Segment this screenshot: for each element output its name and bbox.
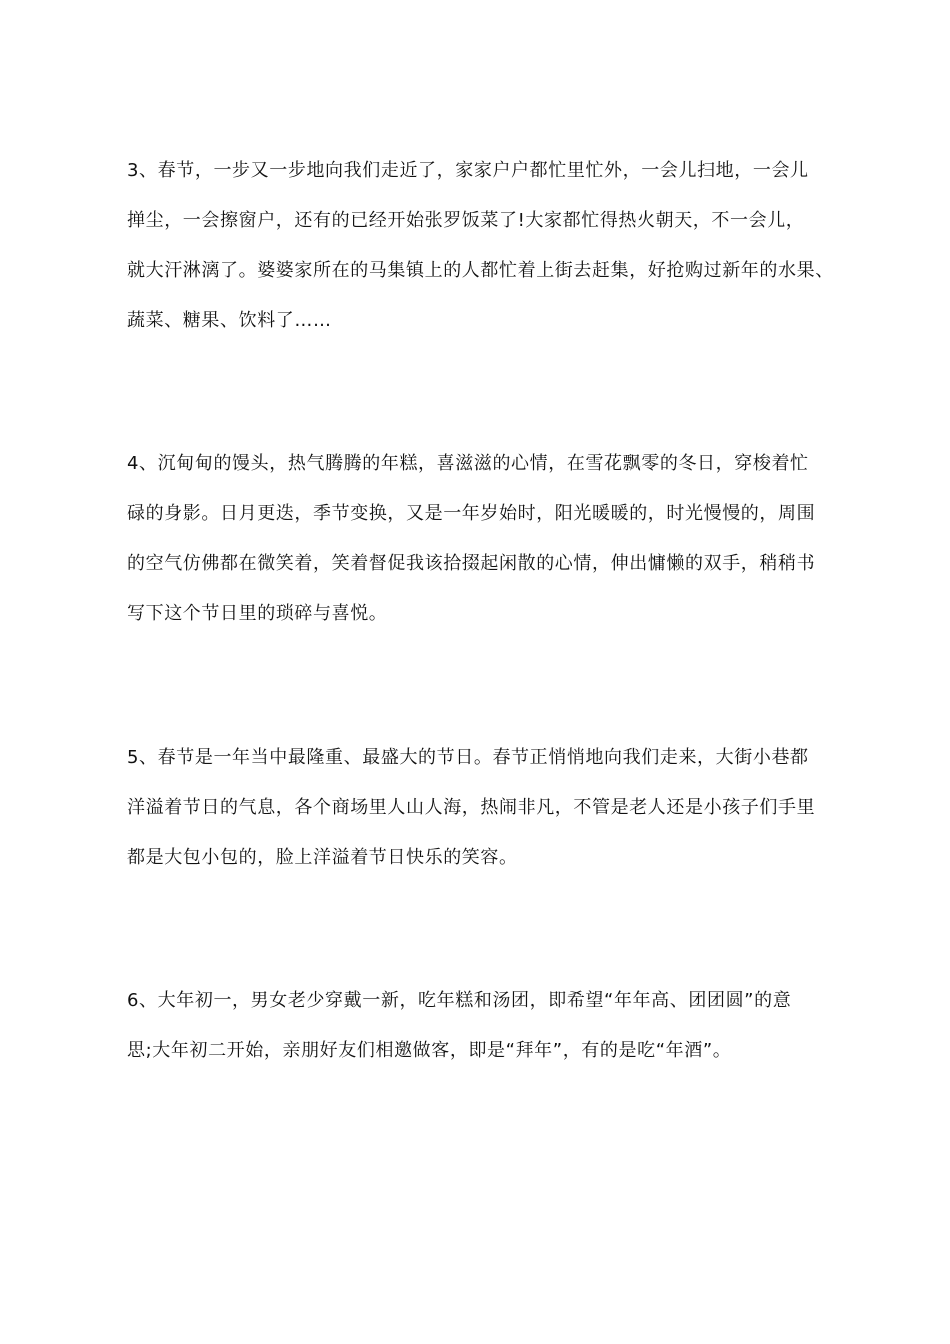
text-line: 都是大包小包的，脸上洋溢着节日快乐的笑容。 [127, 847, 518, 868]
text-line: 碌的身影。日月更迭，季节变换，又是一年岁始时，阳光暖暖的，时光慢慢的，周围 [127, 503, 816, 524]
text-line: 就大汗淋漓了。婆婆家所在的马集镇上的人都忙着上街去赶集，好抢购过新年的水果、 [127, 260, 834, 281]
paragraph-4 [127, 439, 841, 639]
text-line: 5、春节是一年当中最隆重、最盛大的节日。春节正悄悄地向我们走来，大街小巷都 [127, 747, 809, 768]
text-line: 6、大年初一，男女老少穿戴一新，吃年糕和汤团，即希望“年年高、团团圆”的意 [127, 990, 792, 1011]
paragraph-5 [127, 733, 841, 883]
text-line: 写下这个节日里的琐碎与喜悦。 [127, 603, 388, 624]
text-line: 思;大年初二开始，亲朋好友们相邀做客，即是“拜年”，有的是吃“年酒”。 [127, 1040, 732, 1061]
text-line: 洋溢着节日的气息，各个商场里人山人海，热闹非凡，不管是老人还是小孩子们手里 [127, 797, 816, 818]
text-line: 蔬菜、糖果、饮料了…… [127, 310, 332, 331]
paragraph-3 [127, 146, 841, 346]
text-line: 3、春节，一步又一步地向我们走近了，家家户户都忙里忙外，一会儿扫地，一会儿 [127, 160, 809, 181]
text-line: 掸尘，一会擦窗户，还有的已经开始张罗饭菜了!大家都忙得热火朝天，不一会儿， [127, 210, 805, 231]
text-line: 的空气仿佛都在微笑着，笑着督促我该拾掇起闲散的心情，伸出慵懒的双手，稍稍书 [127, 553, 816, 574]
paragraph-6 [127, 976, 841, 1076]
text-line: 4、沉甸甸的馒头，热气腾腾的年糕，喜滋滋的心情，在雪花飘零的冬日，穿梭着忙 [127, 453, 809, 474]
